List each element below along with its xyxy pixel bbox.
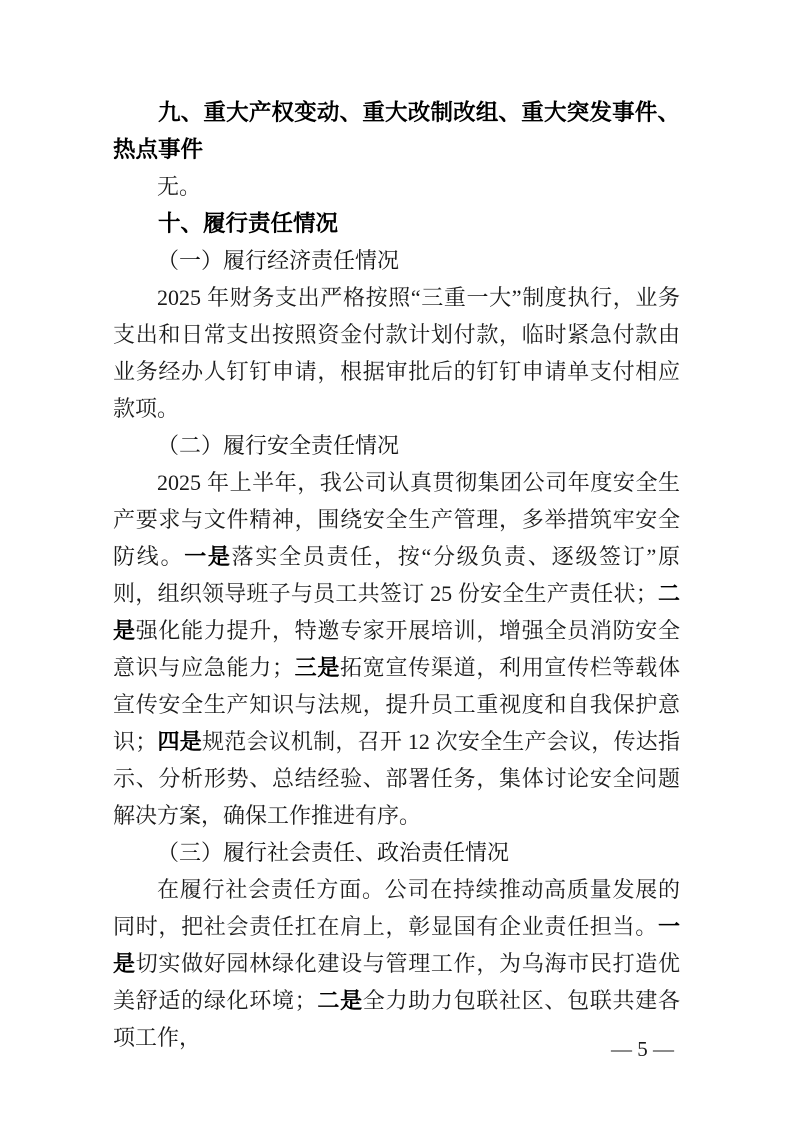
subsection-2-heading — [113, 427, 680, 464]
text-run: （二）履行安全责任情况 — [157, 433, 400, 458]
text-run: 无。 — [157, 174, 202, 199]
text-run: 规范会议机制，召开 12 次安全生产会议，传达指示、分析形势、总结经验、部署任务，集体讨论安全问题解决方案，确保工作推进有序。 — [113, 729, 680, 828]
emphasis-run: 一是 — [113, 914, 680, 976]
emphasis-run: 四是 — [157, 729, 202, 754]
emphasis-run: 三是 — [293, 655, 341, 680]
text-run: 全力助力包联社区、包联共建各项工作， — [113, 988, 680, 1050]
subsection-2-body — [113, 464, 680, 834]
emphasis-run: 二是 — [113, 581, 680, 643]
emphasis-run: 一是 — [184, 544, 232, 569]
subsection-1-body — [113, 279, 680, 427]
section-10-heading — [113, 205, 680, 242]
section-9-body — [113, 168, 680, 205]
emphasis-run: 九、重大产权变动、重大改制改组、重大突发事件、热点事件 — [113, 100, 680, 162]
text-run: （一）履行经济责任情况 — [157, 248, 400, 273]
text-run: 在履行社会责任方面。公司在持续推动高质量发展的同时，把社会责任扛在肩上，彰显国有企业责任担当。 — [113, 877, 680, 939]
text-run: 2025 年财务支出严格按照“三重一大”制度执行，业务支出和日常支出按照资金付款计划付款，临时紧急付款由业务经办人钉钉申请，根据审批后的钉钉申请单支付相应款项。 — [113, 285, 680, 421]
section-9-heading — [113, 94, 680, 168]
text-run: 强化能力提升，特邀专家开展培训，增强全员消防安全意识与应急能力； — [113, 618, 680, 680]
text-run: 落实全员责任，按“分级负责、逐级签订”原则，组织领导班子与员工共签订 25 份安全生产责任状； — [113, 544, 680, 606]
page-number: — 5 — — [611, 1037, 674, 1061]
emphasis-run: 二是 — [316, 988, 363, 1013]
subsection-3-heading — [113, 834, 680, 871]
text-run: 切实做好园林绿化建设与管理工作，为乌海市民打造优美舒适的绿化环境； — [113, 951, 680, 1013]
subsection-3-body — [113, 871, 680, 1056]
text-run: （三）履行社会责任、政治责任情况 — [157, 840, 510, 865]
subsection-1-heading — [113, 242, 680, 279]
document-content — [113, 94, 680, 1056]
text-run: 2025 年上半年，我公司认真贯彻集团公司年度安全生产要求与文件精神，围绕安全生产管理，多举措筑牢安全防线。 — [113, 470, 680, 569]
emphasis-run: 十、履行责任情况 — [158, 211, 339, 236]
text-run: 拓宽宣传渠道，利用宣传栏等载体宣传安全生产知识与法规，提升员工重视度和自我保护意识； — [113, 655, 680, 754]
